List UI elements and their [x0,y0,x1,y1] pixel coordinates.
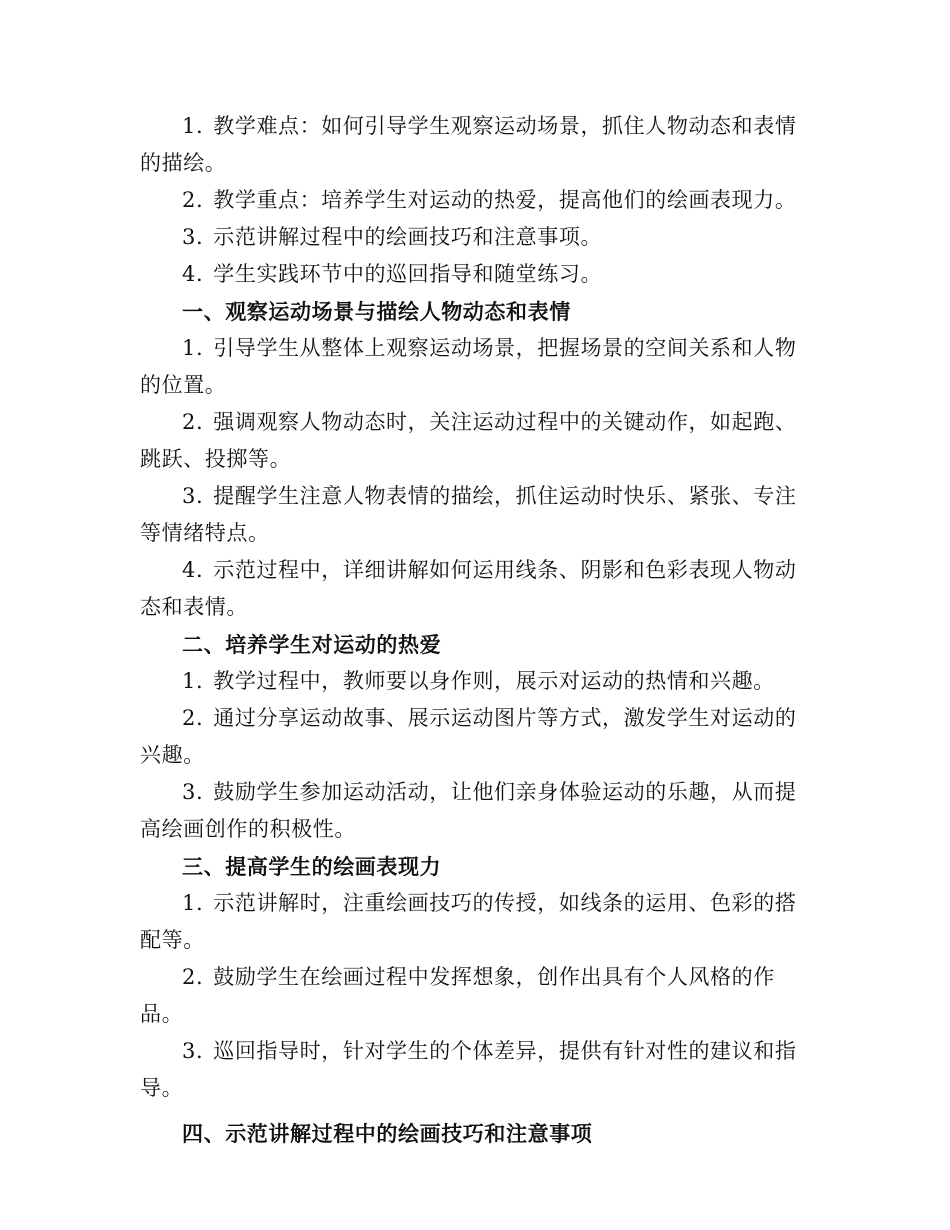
item-number: 3. [182,225,204,249]
item-number: 2. [182,706,204,730]
item-text: 提醒学生注意人物表情的描绘，抓住运动时快乐、紧张、专注等情绪特点。 [140,484,797,545]
section2-item-2 [140,700,810,774]
item-number: 1. [182,336,204,360]
item-text: 教学难点：如何引导学生观察运动场景，抓住人物动态和表情的描绘。 [140,114,797,175]
section3-item-2 [140,959,810,1033]
item-text: 通过分享运动故事、展示运动图片等方式，激发学生对运动的兴趣。 [140,706,797,767]
section2-item-3 [140,774,810,848]
section3-item-3 [140,1033,810,1107]
section-heading-4: 四、示范讲解过程中的绘画技巧和注意事项 [182,1121,593,1146]
section1-item-4 [140,552,810,626]
item-number: 1. [182,114,204,138]
item-number: 2. [182,410,204,434]
item-text: 教学过程中，教师要以身作则，展示对运动的热情和兴趣。 [213,669,775,693]
item-text: 示范过程中，详细讲解如何运用线条、阴影和色彩表现人物动态和表情。 [140,558,797,619]
item-number: 1. [182,669,204,693]
section-heading-3: 三、提高学生的绘画表现力 [182,854,442,879]
section3-item-1 [140,885,810,959]
section1-item-2 [140,404,810,478]
intro-item-3 [140,219,810,256]
item-text: 鼓励学生在绘画过程中发挥想象，创作出具有个人风格的作品。 [140,965,775,1026]
section-heading-2: 二、培养学生对运动的热爱 [182,632,442,657]
item-number: 3. [182,484,204,508]
item-number: 3. [182,1039,204,1063]
section2-item-1 [140,663,810,700]
intro-item-2 [140,182,810,219]
item-number: 4. [182,558,204,582]
item-number: 2. [182,188,204,212]
item-text: 学生实践环节中的巡回指导和随堂练习。 [213,262,603,286]
intro-item-4 [140,256,810,293]
section-heading-1: 一、观察运动场景与描绘人物动态和表情 [182,299,571,324]
item-text: 示范讲解时，注重绘画技巧的传授，如线条的运用、色彩的搭配等。 [140,891,797,952]
section1-item-3 [140,478,810,552]
item-text: 示范讲解过程中的绘画技巧和注意事项。 [213,225,603,249]
item-text: 巡回指导时，针对学生的个体差异，提供有针对性的建议和指导。 [140,1039,797,1100]
section1-item-1 [140,330,810,404]
item-number: 1. [182,891,204,915]
item-text: 鼓励学生参加运动活动，让他们亲身体验运动的乐趣，从而提高绘画创作的积极性。 [140,780,797,841]
item-number: 4. [182,262,204,286]
item-text: 强调观察人物动态时，关注运动过程中的关键动作，如起跑、跳跃、投掷等。 [140,410,797,471]
intro-item-1 [140,108,810,182]
item-number: 2. [182,965,204,989]
item-text: 引导学生从整体上观察运动场景，把握场景的空间关系和人物的位置。 [140,336,797,397]
item-text: 教学重点：培养学生对运动的热爱，提高他们的绘画表现力。 [213,188,797,212]
item-number: 3. [182,780,204,804]
